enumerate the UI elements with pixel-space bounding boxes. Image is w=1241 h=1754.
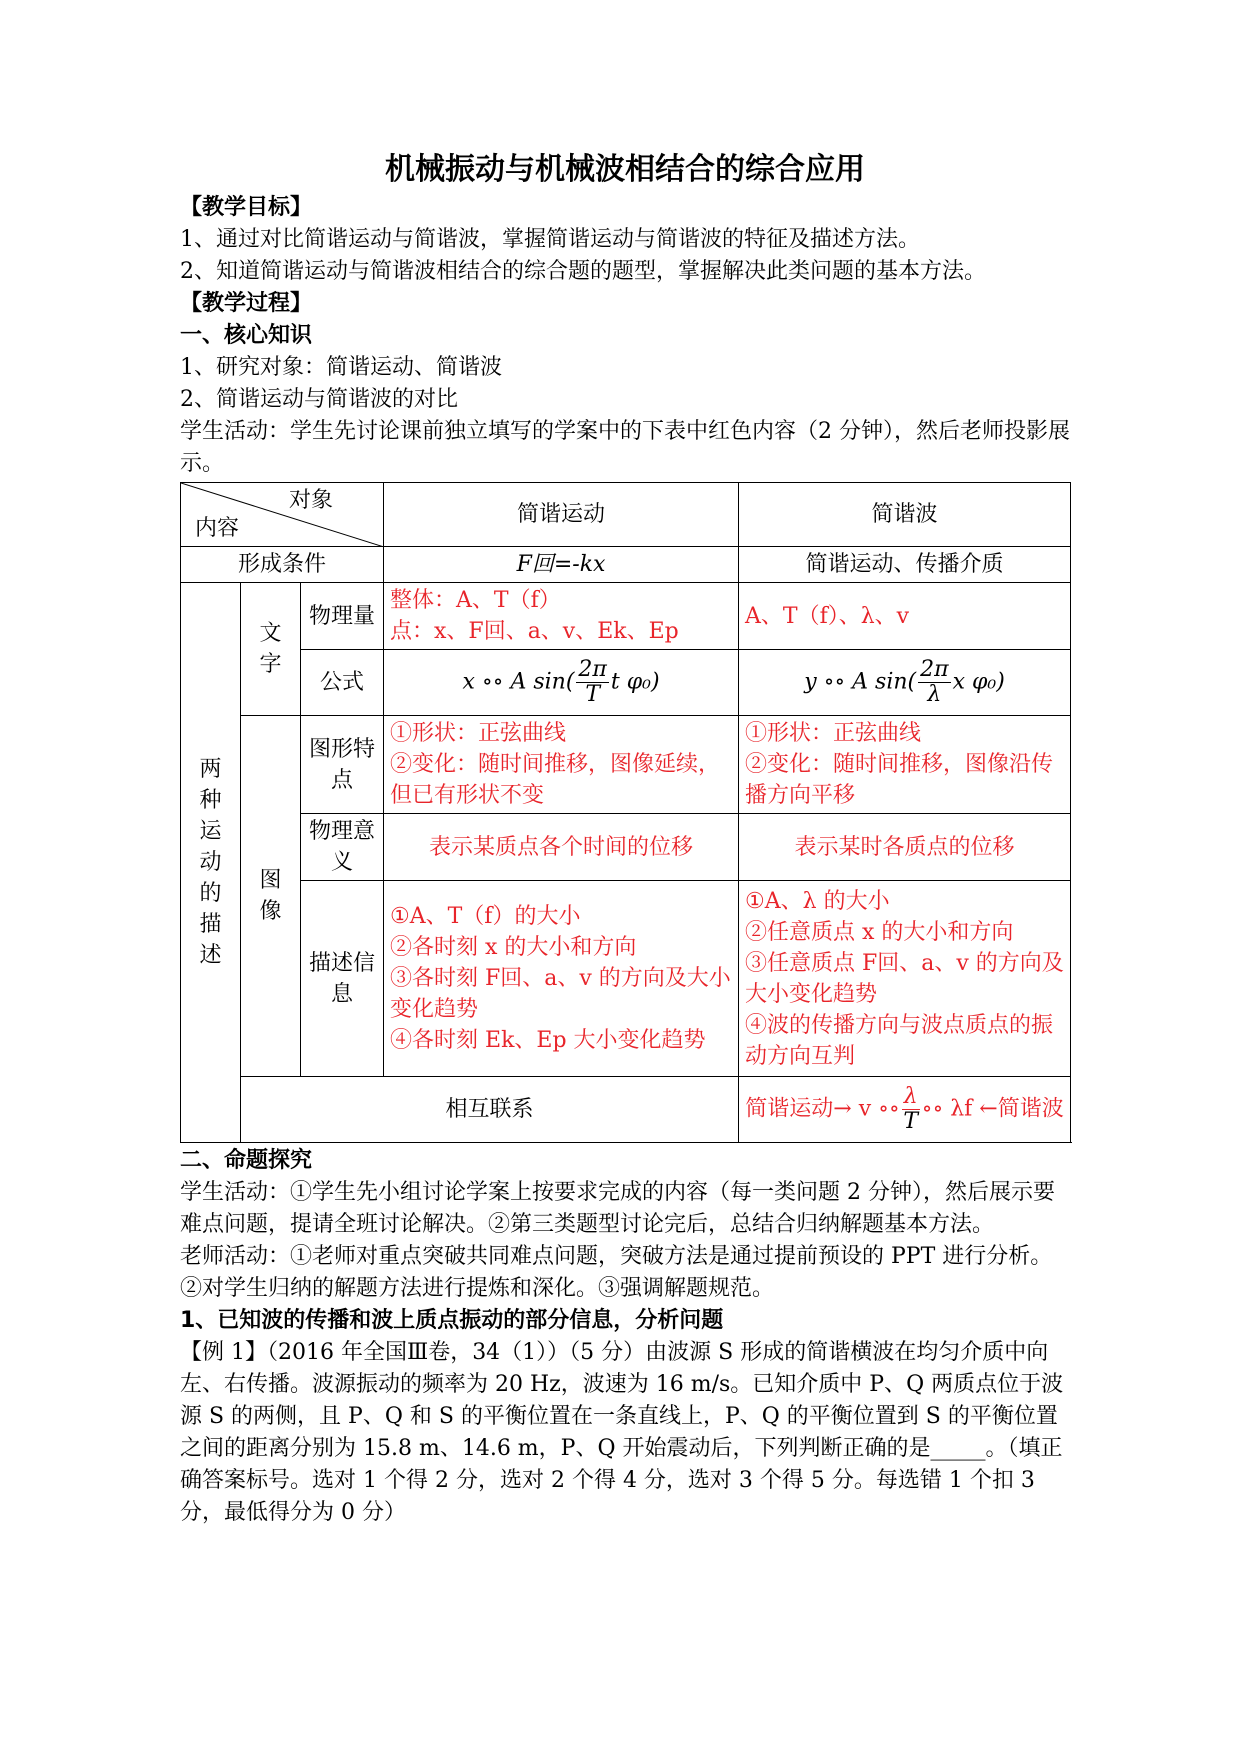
info-motion-item: ②各时刻 x 的大小和方向 (390, 935, 637, 960)
condition-motion: F回=-kx (384, 547, 739, 583)
fraction-denominator: T (585, 682, 600, 707)
info-wave-item: ④波的传播方向与波点质点的振动方向互判 (745, 1012, 1054, 1069)
goals-heading: 【教学目标】 (180, 195, 313, 220)
section1-line: 2、简谐运动与简谐波的对比 (180, 387, 458, 412)
column-header-motion: 简谐运动 (384, 483, 739, 547)
row-label-formula: 公式 (301, 650, 384, 716)
row-label-shape: 图形特点 (301, 716, 384, 814)
row-label-condition: 形成条件 (181, 547, 384, 583)
shape-motion-line: ①形状：正弦曲线 (390, 721, 567, 746)
info-wave-item: ②任意质点 x 的大小和方向 (745, 919, 1014, 945)
fraction-denominator: T (903, 1109, 919, 1134)
shape-motion (384, 716, 739, 814)
formula-motion (384, 650, 739, 716)
phys-qty-motion-line: 点：x、F回、a、v、Ek、Ep (390, 619, 679, 644)
corner-label-content: 内容 (195, 516, 240, 541)
section1-heading: 一、核心知识 (180, 323, 313, 348)
shape-wave (739, 716, 1071, 814)
goal-item: 1、通过对比简谐运动与简谐波，掌握简谐运动与简谐波的特征及描述方法。 (180, 227, 920, 252)
table-corner-cell (181, 483, 384, 547)
formula-wave (739, 650, 1071, 716)
section2-student-activity: 学生活动：①学生先小组讨论学案上按要求完成的内容（每一类问题 2 分钟），然后展示要难点问题，提请全班讨论解决。②第三类题型讨论完后，总结合归纳解题基本方法。 (180, 1180, 1055, 1237)
info-wave-item: ①A、λ 的大小 (745, 888, 890, 914)
section1-line: 1、研究对象：简谐运动、简谐波 (180, 355, 502, 380)
sub-label-image-value: 图像 (259, 868, 282, 924)
comparison-table (180, 482, 1071, 1143)
relation-left: 简谐运动→ v ∘∘ (745, 1096, 900, 1122)
page-title: 机械振动与机械波相结合的综合应用 (385, 152, 865, 187)
relation-fraction (902, 1085, 920, 1134)
relation-right: ∘∘ λf ←简谐波 (921, 1096, 1064, 1122)
info-motion-item: ③各时刻 F回、a、v 的方向及大小变化趋势 (390, 966, 731, 1022)
relation-formula (739, 1077, 1071, 1143)
section2-heading: 二、命题探究 (180, 1148, 313, 1173)
info-wave (739, 881, 1071, 1077)
corner-label-object: 对象 (289, 488, 334, 513)
formula-wave-rhs: x φ₀) (952, 669, 1005, 695)
meaning-motion: 表示某质点各个时间的位移 (384, 814, 739, 881)
info-motion-item: ④各时刻 Ek、Ep 大小变化趋势 (390, 1028, 706, 1053)
goal-item: 2、知道简谐运动与简谐波相结合的综合题的题型，掌握解决此类问题的基本方法。 (180, 259, 986, 284)
process-heading: 【教学过程】 (180, 291, 313, 316)
row-label-meaning: 物理意义 (301, 814, 384, 881)
fraction-denominator: λ (927, 682, 942, 707)
meaning-wave: 表示某时各质点的位移 (739, 814, 1071, 881)
sub1-heading: 1、已知波的传播和波上质点振动的部分信息，分析问题 (180, 1308, 724, 1333)
phys-qty-wave: A、T（f）、λ、v (739, 583, 1071, 650)
column-header-wave: 简谐波 (739, 483, 1071, 547)
example-1-text: 【例 1】（2016 年全国Ⅲ卷，34（1））（5 分）由波源 S 形成的简谐横波在均匀介质中向左、右传播。波源振动的频率为 20 Hz，波速为 16 m/s。已知介质中 P、Q 两质点位于波源 S 的两侧，且 P、Q 和 S 的平衡位置在一条直线上，P、Q 的平衡位置到 S 的平衡位置之间的距离分别为 15.8 m、14.6 m，P、Q 开始震动后，下列判断正确的是_____。（填正确答案标号。选对 1 个得 2 分，选对 2 个得 4 分，选对 3 个得 5 分。每选错 1 个扣 3 分，最低得分为 0 分） (180, 1340, 1064, 1525)
group-label-text: 两种运动的描述 (199, 757, 222, 968)
sub-label-image (241, 716, 301, 1077)
fraction-numerator: 2π (578, 657, 607, 682)
shape-wave-line: ①形状：正弦曲线 (745, 721, 922, 746)
row-label-relation: 相互联系 (241, 1077, 739, 1143)
row-label-physical-quantity: 物理量 (301, 583, 384, 650)
fraction-numerator: 2π (920, 657, 949, 682)
group-label-description (181, 583, 241, 1143)
sub-label-text-value: 文字 (259, 621, 282, 677)
student-activity-text: 学生活动：学生先讨论课前独立填写的学案中的下表中红色内容（2 分钟），然后老师投影展示。 (180, 419, 1070, 476)
formula-motion-lhs: x ∘∘ A sin( (462, 669, 575, 695)
phys-qty-motion-line: 整体：A、T（f） (390, 588, 561, 613)
shape-motion-line: ②变化：随时间推移，图像延续，但已有形状不变 (390, 752, 721, 808)
document-page (180, 150, 1070, 1529)
formula-motion-rhs: t φ₀) (610, 669, 660, 695)
formula-motion-fraction (576, 658, 608, 707)
info-wave-item: ③任意质点 F回、a、v 的方向及大小变化趋势 (745, 950, 1064, 1007)
info-motion-item: ①A、T（f）的大小 (390, 904, 581, 929)
info-motion (384, 881, 739, 1077)
formula-wave-lhs: y ∘∘ A sin( (804, 669, 917, 695)
condition-wave: 简谐运动、传播介质 (739, 547, 1071, 583)
formula-wave-fraction (918, 658, 950, 707)
sub-label-text (241, 583, 301, 716)
section2-teacher-activity: 老师活动：①老师对重点突破共同难点问题，突破方法是通过提前预设的 PPT 进行分析。②对学生归纳的解题方法进行提炼和深化。③强调解题规范。 (180, 1244, 1053, 1301)
fraction-numerator: λ (903, 1084, 918, 1109)
phys-qty-motion (384, 583, 739, 650)
shape-wave-line: ②变化：随时间推移，图像沿传播方向平移 (745, 752, 1054, 808)
row-label-info: 描述信息 (301, 881, 384, 1077)
